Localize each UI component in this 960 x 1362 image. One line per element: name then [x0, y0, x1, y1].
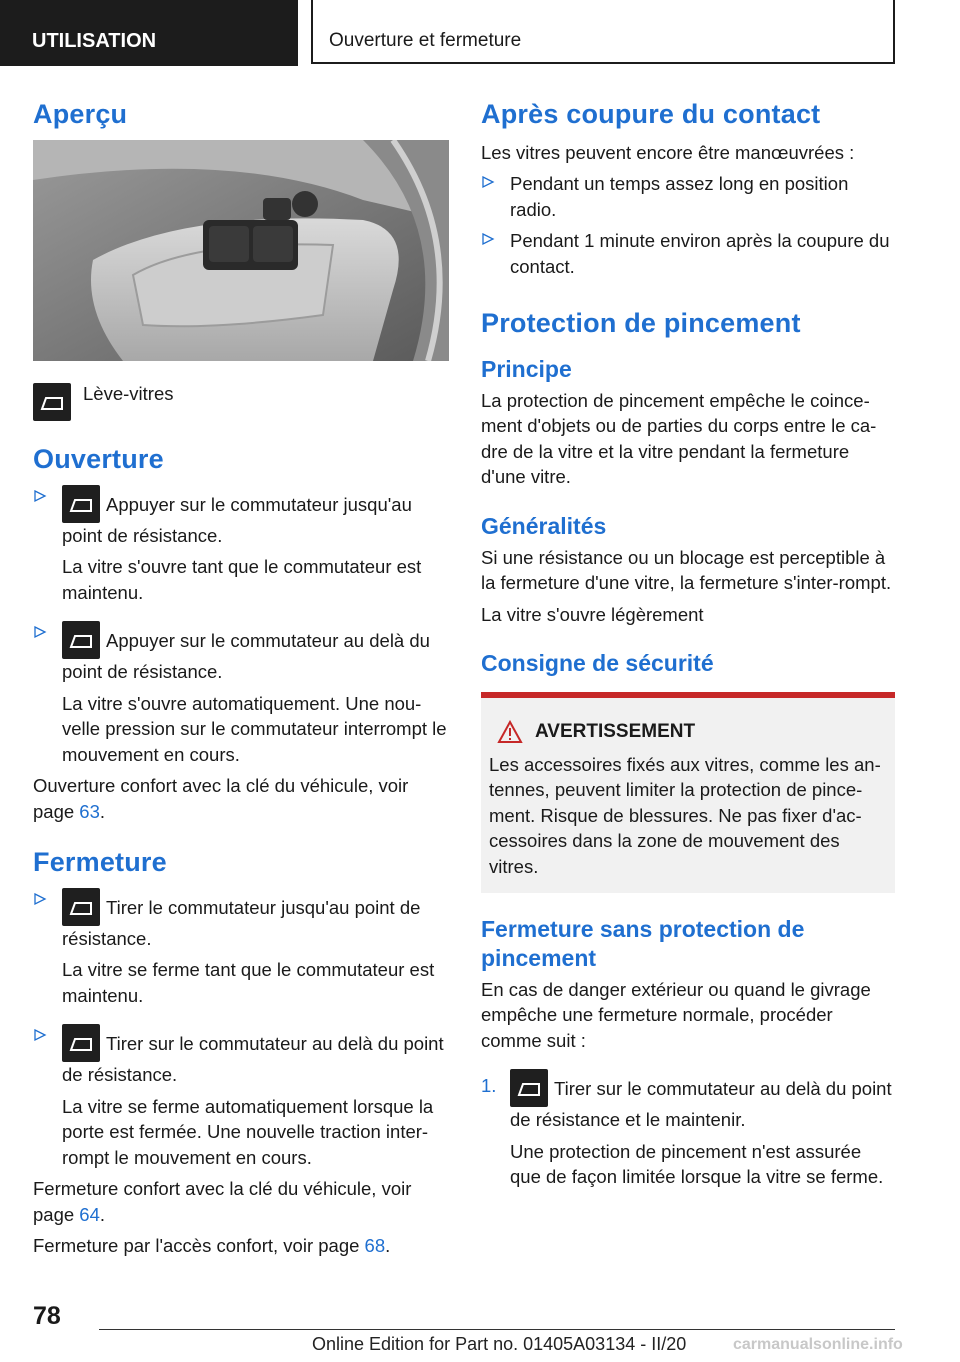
triangle-bullet-icon	[33, 625, 47, 639]
apres-list	[481, 171, 895, 279]
item-lead: Tirer le commutateur jusqu'au point de résistance.	[62, 896, 421, 949]
list-item	[33, 888, 449, 1009]
sans-protection-intro: En cas de danger extérieur ou quand le givrage empêche une fermeture normale, procéder comme suit :	[481, 978, 871, 1051]
apres-heading: Après coupure du contact	[481, 99, 821, 129]
consigne-heading: Consigne de sécurité	[481, 650, 714, 676]
edition-info: Online Edition for Part no. 01405A03134 - II/20	[312, 1334, 687, 1354]
sans-protection-heading: Fermeture sans protection de pincement	[481, 916, 805, 971]
protection-heading: Protection de pincement	[481, 308, 801, 339]
principe-text: La protection de pincement empêche le coince-ment d'objets ou de parties du corps entre le ca-dre de la vitre et la vitre pendant la fermeture d'une vitre.	[481, 389, 877, 488]
fermeture-heading: Fermeture	[33, 847, 167, 877]
warning-title: AVERTISSEMENT	[535, 720, 696, 742]
item-lead: Appuyer sur le commutateur au delà du point de résistance.	[62, 630, 430, 682]
generalites-heading: Généralités	[481, 512, 607, 539]
page-link-63[interactable]: 63	[79, 800, 100, 822]
photo-caption: Lève-vitres	[83, 382, 174, 404]
triangle-bullet-icon	[481, 175, 495, 189]
item-detail: La vitre se ferme automatiquement lorsque la porte est fermée. Une nouvelle traction inter-rompt le mouvement en cours.	[62, 1095, 434, 1168]
watermark: carmanualsonline.info	[733, 1336, 903, 1353]
apres-intro: Les vitres peuvent encore être manœuvrées :	[481, 141, 855, 163]
window-switch-icon	[510, 1069, 548, 1107]
acces-confort: Fermeture par l'accès confort, voir page 68.	[33, 1235, 391, 1257]
footer-divider	[99, 1329, 895, 1330]
item-detail: La vitre s'ouvre tant que le commutateur est maintenu.	[62, 556, 422, 603]
page-link-68[interactable]: 68	[364, 1235, 386, 1257]
page-header	[0, 0, 960, 66]
triangle-bullet-icon	[33, 489, 47, 503]
door-panel-illustration	[33, 140, 449, 361]
list-item	[33, 1024, 449, 1170]
warning-box	[481, 692, 895, 894]
principe-heading: Principe	[481, 356, 572, 382]
window-switch-icon	[62, 621, 100, 659]
step-item	[481, 1069, 895, 1190]
item-lead: Appuyer sur le commutateur jusqu'au point de résistance.	[62, 493, 412, 546]
fermeture-confort: Fermeture confort avec la clé du véhicule, voir page 64.	[33, 1178, 412, 1225]
warning-triangle-icon	[497, 720, 523, 744]
warning-header	[497, 720, 887, 744]
triangle-bullet-icon	[33, 1028, 47, 1042]
page-number: 78	[33, 1302, 61, 1330]
list-item: Pendant 1 minute environ après la coupure du contact.	[481, 228, 895, 279]
item-lead: Tirer sur le commutateur au delà du point de résistance.	[62, 1033, 444, 1086]
list-item	[33, 485, 449, 606]
generalites-text-1: Si une résistance ou un blocage est perceptible à la fermeture d'une vitre, la fermeture s'inter-rompt.	[481, 546, 892, 593]
step-number: 1.	[481, 1075, 497, 1097]
window-switch-icon	[62, 485, 100, 523]
generalites-text-2: La vitre s'ouvre légèrement	[481, 603, 704, 625]
step-lead: Tirer sur le commutateur au delà du point de résistance et le maintenir.	[510, 1078, 892, 1131]
ouverture-list	[33, 485, 449, 768]
window-switch-icon	[62, 1024, 100, 1062]
section-tab: UTILISATION	[0, 0, 298, 66]
right-column	[481, 98, 895, 1196]
page-link-64[interactable]: 64	[79, 1203, 100, 1225]
item-detail: La vitre s'ouvre automatiquement. Une nou-velle pression sur le commutateur interrompt le mouvement en cours.	[62, 692, 447, 765]
left-column	[33, 98, 449, 1259]
window-switch-icon	[62, 888, 100, 926]
caption-row	[33, 383, 449, 421]
warning-text: Les accessoires fixés aux vitres, comme les an-tennes, peuvent limiter la protection de pince-ment. Risque de blessures. Ne pas fixer d'ac-cessoires dans la zone de mouvement des vitres.	[489, 753, 881, 877]
triangle-bullet-icon	[33, 892, 47, 906]
list-item: Pendant un temps assez long en position radio.	[481, 171, 895, 222]
item-detail: La vitre se ferme tant que le commutateur est maintenu.	[62, 959, 435, 1006]
apercu-heading: Aperçu	[33, 99, 128, 129]
window-switch-icon	[33, 383, 71, 421]
step-detail: Une protection de pincement n'est assurée que de façon limitée lorsque la vitre se ferme.	[510, 1140, 884, 1188]
fermeture-list	[33, 888, 449, 1171]
chapter-title: Ouverture et fermeture	[311, 0, 895, 64]
ouverture-heading: Ouverture	[33, 443, 164, 474]
window-switch-photo	[33, 140, 449, 361]
steps-list	[481, 1069, 895, 1190]
ouverture-confort: Ouverture confort avec la clé du véhicule, voir page 63.	[33, 775, 409, 822]
list-item	[33, 621, 449, 767]
triangle-bullet-icon	[481, 232, 495, 246]
